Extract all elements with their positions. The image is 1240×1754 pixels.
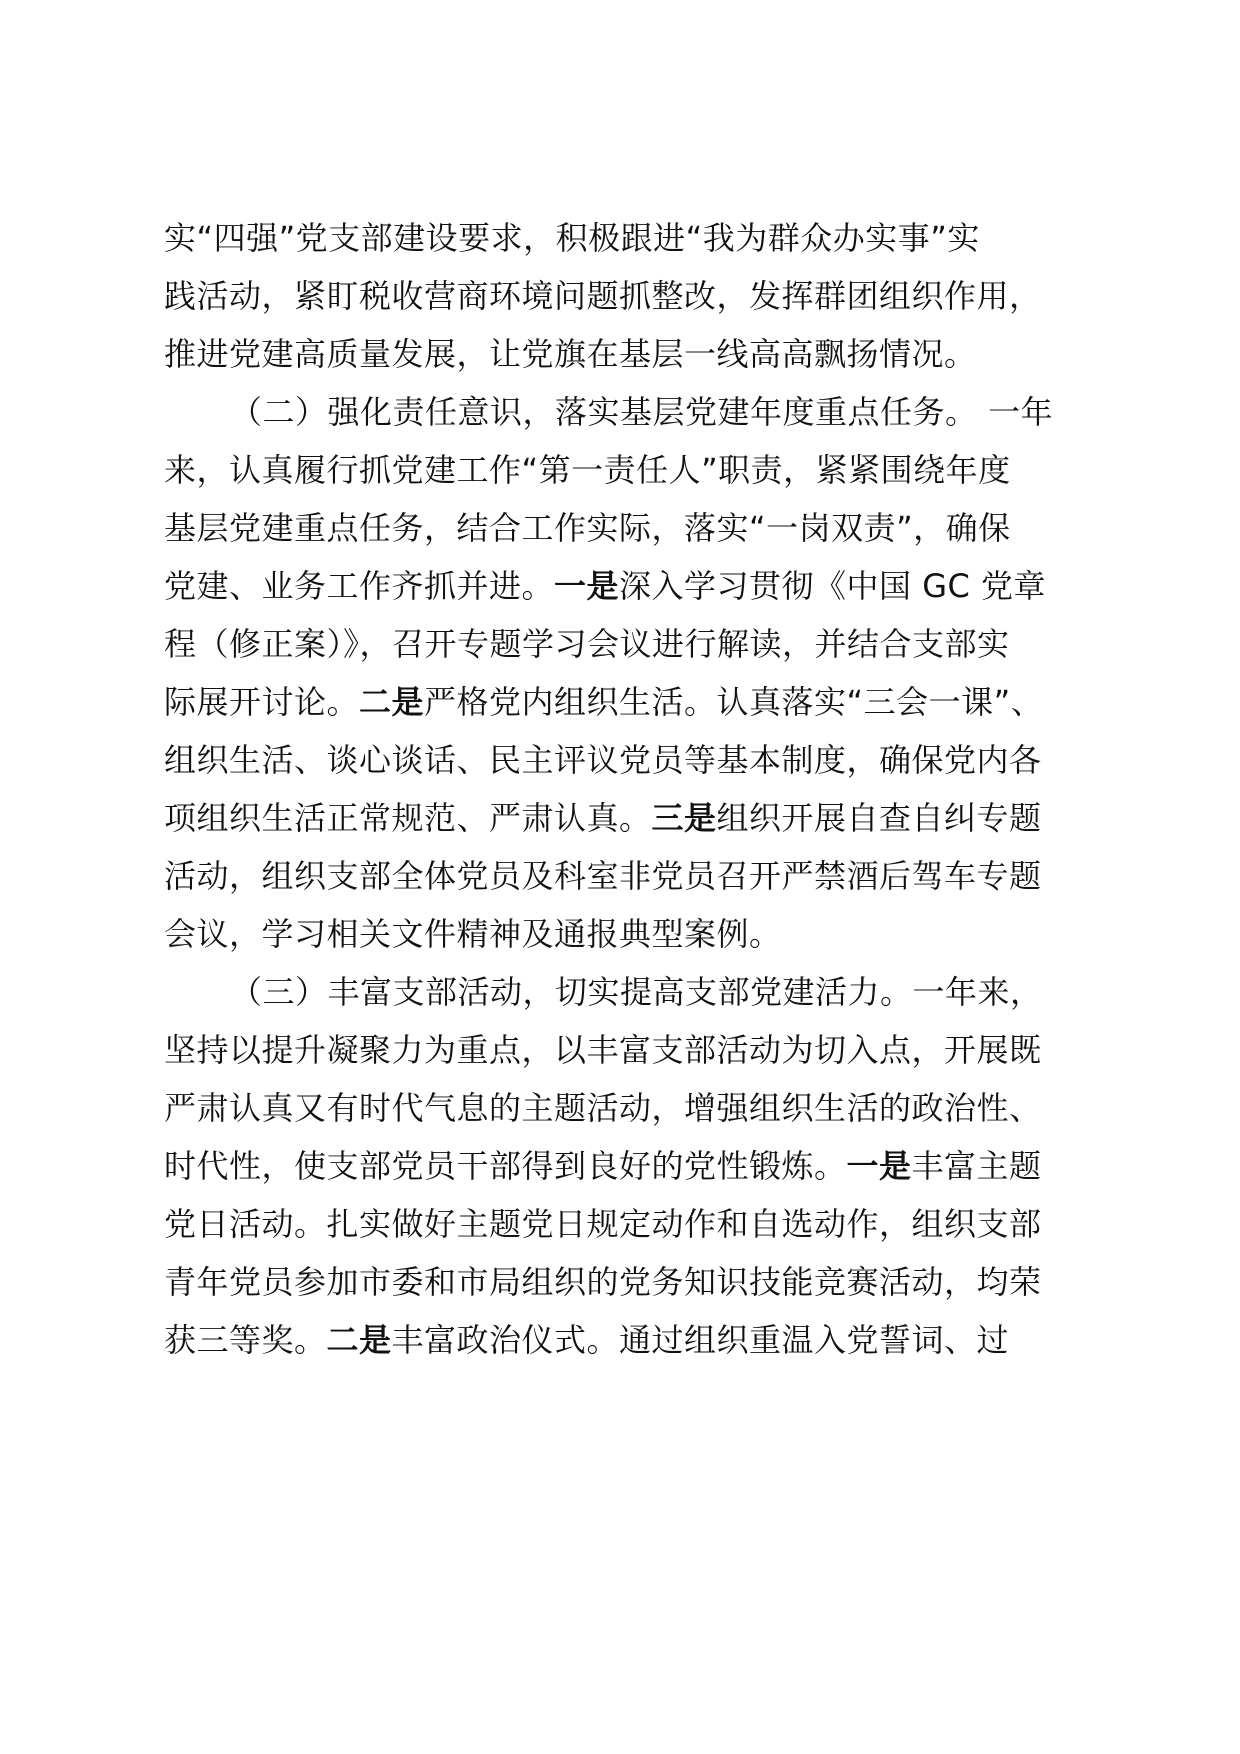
text-line [164,450,1094,490]
text-line [164,276,1094,316]
text-run: 推进党建高质量发展，让党旗在基层一线高高飘扬情况。 [164,335,977,373]
text-line [164,914,1094,954]
text-line [164,1320,1094,1360]
text-line [164,1088,1094,1128]
text-run: 项组织生活正常规范、严肃认真。 [164,799,652,837]
text-line [164,218,1094,258]
bold-marker: 二是 [326,1321,392,1359]
text-run: 活动，组织支部全体党员及科室非党员召开严禁酒后驾车专题 [164,857,1042,895]
text-run: 践活动，紧盯税收营商环境问题抓整改，发挥群团组织作用， [164,277,1042,315]
text-run: 获三等奖。 [164,1321,327,1359]
text-run: 程（修正案）》，召开专题学习会议进行解读，并结合支部实 [164,625,1010,663]
text-run: 深入学习贯彻《中国 GC 党章 [619,567,1047,605]
text-line [164,856,1094,896]
text-run: 丰富政治仪式。通过组织重温入党誓词、过 [391,1321,1010,1359]
text-run: 青年党员参加市委和市局组织的党务知识技能竞赛活动，均荣 [164,1263,1042,1301]
text-line [164,740,1094,780]
text-run: 组织生活、谈心谈话、民主评议党员等基本制度，确保党内各 [164,741,1042,779]
text-run: 基层党建重点任务，结合工作实际，落实“一岗双责”，确保 [164,509,1011,547]
text-line [164,1146,1094,1186]
text-run: 坚持以提升凝聚力为重点，以丰富支部活动为切入点，开展既 [164,1031,1042,1069]
text-run: 严肃认真又有时代气息的主题活动，增强组织生活的政治性、 [164,1089,1042,1127]
text-line [164,624,1094,664]
paragraph-heading-line [230,392,1094,432]
text-line [164,798,1094,838]
text-line [164,1204,1094,1244]
bold-marker: 一是 [846,1147,912,1185]
text-line [164,1262,1094,1302]
text-run: 严格党内组织生活。认真落实“三会一课”、 [424,683,1044,721]
text-run: 时代性，使支部党员干部得到良好的党性锻炼。 [164,1147,847,1185]
text-line [164,1030,1094,1070]
text-run: 会议，学习相关文件精神及通报典型案例。 [164,915,782,953]
text-run: 际展开讨论。 [164,683,360,721]
text-run: 党建、业务工作齐抓并进。 [164,567,555,605]
bold-marker: 二是 [359,683,425,721]
bold-marker: 三是 [651,799,717,837]
text-run: （三）丰富支部活动，切实提高支部党建活力。一年来， [230,973,1043,1011]
text-run: 组织开展自查自纠专题 [716,799,1042,837]
text-line [164,682,1094,722]
bold-marker: 一是 [554,567,620,605]
text-run: 实“四强”党支部建设要求，积极跟进“我为群众办实事”实 [164,219,980,257]
text-run: 丰富主题 [911,1147,1042,1185]
text-run: （二）强化责任意识，落实基层党建年度重点任务。 一年 [230,393,1054,431]
text-line [164,508,1094,548]
text-line [164,566,1094,606]
text-run: 来，认真履行抓党建工作“第一责任人”职责，紧紧围绕年度 [164,451,1011,489]
text-run: 党日活动。扎实做好主题党日规定动作和自选动作，组织支部 [164,1205,1042,1243]
paragraph-heading-line [230,972,1094,1012]
text-line [164,334,1094,374]
